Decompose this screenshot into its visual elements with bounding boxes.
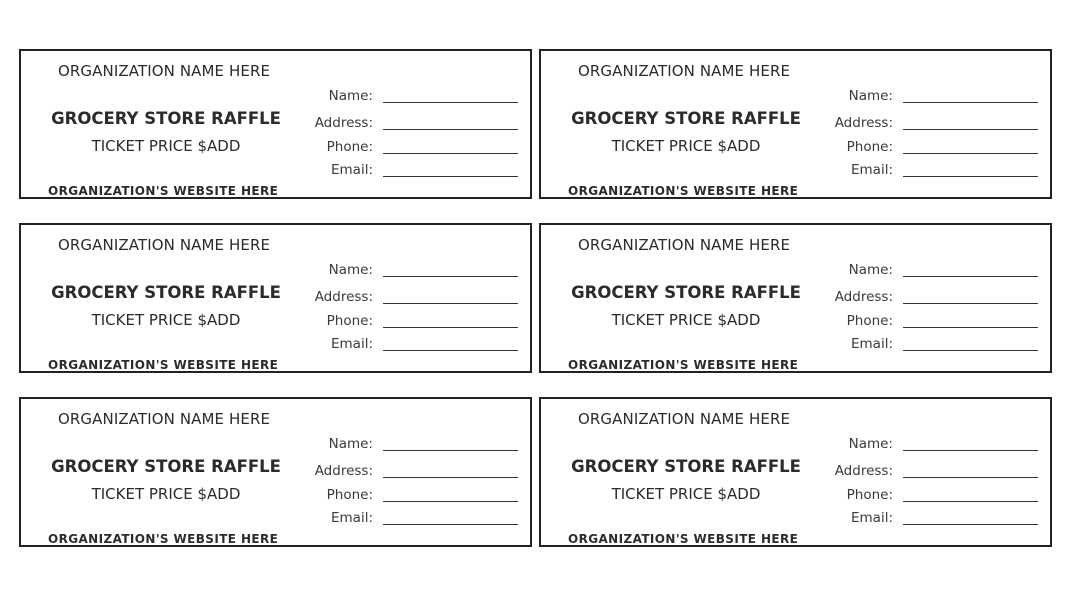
- name-field: [801, 88, 1038, 106]
- organization-name: ORGANIZATION NAME HERE: [58, 62, 271, 80]
- address-blank-line: [383, 303, 518, 304]
- raffle-title: GROCERY STORE RAFFLE: [51, 109, 281, 128]
- phone-label: Phone:: [326, 487, 373, 503]
- address-field: [281, 289, 518, 307]
- organization-name: ORGANIZATION NAME HERE: [58, 410, 271, 428]
- ticket-price: TICKET PRICE $ADD: [91, 137, 241, 155]
- phone-blank-line: [903, 501, 1038, 502]
- phone-blank-line: [383, 501, 518, 502]
- raffle-title: GROCERY STORE RAFFLE: [571, 283, 801, 302]
- name-field: [281, 436, 518, 454]
- name-field: [801, 262, 1038, 280]
- email-blank-line: [383, 350, 518, 351]
- ticket-price: TICKET PRICE $ADD: [91, 311, 241, 329]
- phone-field: [281, 139, 518, 157]
- address-field: [801, 289, 1038, 307]
- ticket-price: TICKET PRICE $ADD: [611, 311, 761, 329]
- organization-website: ORGANIZATION'S WEBSITE HERE: [568, 358, 799, 372]
- email-field: [801, 162, 1038, 180]
- organization-website: ORGANIZATION'S WEBSITE HERE: [48, 184, 279, 198]
- phone-blank-line: [903, 153, 1038, 154]
- email-blank-line: [903, 176, 1038, 177]
- address-label: Address:: [314, 289, 373, 305]
- name-blank-line: [383, 276, 518, 277]
- raffle-ticket: [19, 223, 532, 373]
- name-label: Name:: [328, 262, 373, 278]
- email-field: [281, 336, 518, 354]
- address-label: Address:: [314, 115, 373, 131]
- ticket-price: TICKET PRICE $ADD: [611, 485, 761, 503]
- email-blank-line: [383, 176, 518, 177]
- phone-label: Phone:: [846, 139, 893, 155]
- name-blank-line: [383, 102, 518, 103]
- email-field: [281, 162, 518, 180]
- address-label: Address:: [834, 115, 893, 131]
- name-label: Name:: [328, 436, 373, 452]
- address-blank-line: [383, 129, 518, 130]
- address-blank-line: [383, 477, 518, 478]
- organization-name: ORGANIZATION NAME HERE: [578, 410, 791, 428]
- organization-website: ORGANIZATION'S WEBSITE HERE: [48, 358, 279, 372]
- email-label: Email:: [330, 510, 373, 526]
- raffle-title: GROCERY STORE RAFFLE: [51, 457, 281, 476]
- address-blank-line: [903, 477, 1038, 478]
- ticket-price: TICKET PRICE $ADD: [611, 137, 761, 155]
- raffle-ticket: [539, 397, 1052, 547]
- raffle-ticket: [539, 223, 1052, 373]
- organization-name: ORGANIZATION NAME HERE: [578, 62, 791, 80]
- name-field: [281, 262, 518, 280]
- raffle-title: GROCERY STORE RAFFLE: [571, 109, 801, 128]
- phone-field: [801, 313, 1038, 331]
- phone-blank-line: [903, 327, 1038, 328]
- name-blank-line: [903, 102, 1038, 103]
- email-field: [801, 336, 1038, 354]
- email-label: Email:: [330, 162, 373, 178]
- phone-field: [281, 487, 518, 505]
- address-blank-line: [903, 303, 1038, 304]
- raffle-ticket: [19, 49, 532, 199]
- email-field: [801, 510, 1038, 528]
- raffle-title: GROCERY STORE RAFFLE: [51, 283, 281, 302]
- organization-name: ORGANIZATION NAME HERE: [578, 236, 791, 254]
- phone-label: Phone:: [326, 313, 373, 329]
- address-label: Address:: [314, 463, 373, 479]
- organization-website: ORGANIZATION'S WEBSITE HERE: [48, 532, 279, 546]
- raffle-ticket: [19, 397, 532, 547]
- name-field: [801, 436, 1038, 454]
- phone-field: [281, 313, 518, 331]
- email-blank-line: [903, 350, 1038, 351]
- address-blank-line: [903, 129, 1038, 130]
- address-label: Address:: [834, 463, 893, 479]
- name-blank-line: [903, 276, 1038, 277]
- email-field: [281, 510, 518, 528]
- phone-field: [801, 139, 1038, 157]
- name-label: Name:: [328, 88, 373, 104]
- address-field: [801, 463, 1038, 481]
- email-label: Email:: [850, 510, 893, 526]
- phone-blank-line: [383, 153, 518, 154]
- address-label: Address:: [834, 289, 893, 305]
- address-field: [281, 115, 518, 133]
- phone-label: Phone:: [326, 139, 373, 155]
- email-blank-line: [903, 524, 1038, 525]
- name-label: Name:: [848, 262, 893, 278]
- raffle-ticket: [539, 49, 1052, 199]
- email-label: Email:: [330, 336, 373, 352]
- organization-website: ORGANIZATION'S WEBSITE HERE: [568, 532, 799, 546]
- address-field: [801, 115, 1038, 133]
- name-blank-line: [383, 450, 518, 451]
- ticket-price: TICKET PRICE $ADD: [91, 485, 241, 503]
- phone-label: Phone:: [846, 313, 893, 329]
- email-label: Email:: [850, 162, 893, 178]
- raffle-title: GROCERY STORE RAFFLE: [571, 457, 801, 476]
- phone-label: Phone:: [846, 487, 893, 503]
- email-blank-line: [383, 524, 518, 525]
- phone-field: [801, 487, 1038, 505]
- organization-name: ORGANIZATION NAME HERE: [58, 236, 271, 254]
- email-label: Email:: [850, 336, 893, 352]
- name-label: Name:: [848, 88, 893, 104]
- name-blank-line: [903, 450, 1038, 451]
- address-field: [281, 463, 518, 481]
- name-label: Name:: [848, 436, 893, 452]
- organization-website: ORGANIZATION'S WEBSITE HERE: [568, 184, 799, 198]
- phone-blank-line: [383, 327, 518, 328]
- name-field: [281, 88, 518, 106]
